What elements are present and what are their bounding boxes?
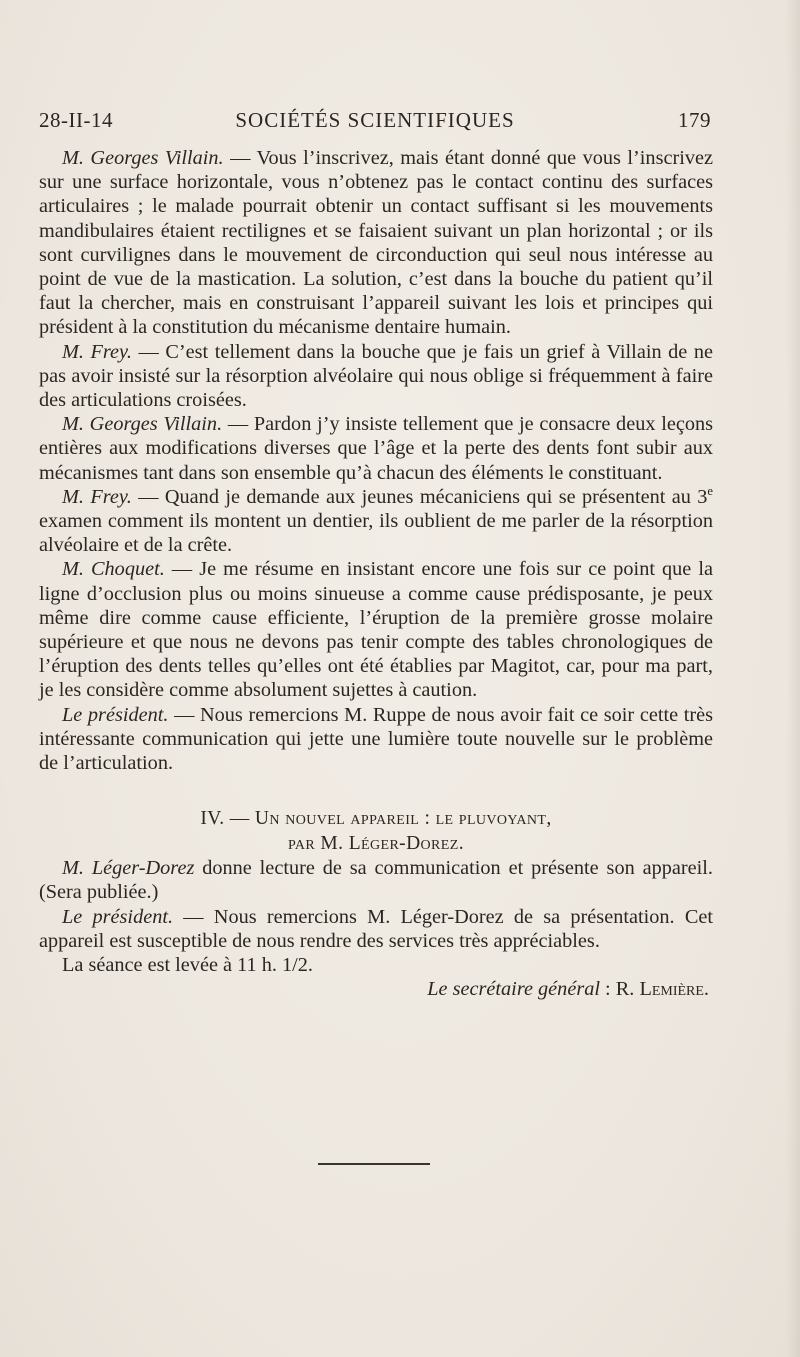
section-heading — [39, 806, 713, 856]
signature-name: Lemière. — [639, 978, 709, 1001]
signature-separator: : R. — [599, 978, 640, 1001]
speaker-name: M. Georges Villain. — [62, 413, 223, 436]
paragraph — [39, 412, 713, 485]
speaker-name: M. Léger-Dorez — [62, 857, 195, 880]
paragraph — [39, 703, 713, 776]
section-numeral: IV. — — [200, 808, 255, 830]
superscript: e — [707, 484, 713, 499]
speaker-name: Le président. — [62, 905, 174, 928]
paragraph — [39, 485, 713, 558]
running-header — [39, 108, 711, 138]
paragraph — [39, 557, 713, 702]
end-rule — [318, 1163, 430, 1165]
header-running-title: SOCIÉTÉS SCIENTIFIQUES — [235, 108, 515, 132]
paragraph — [39, 146, 713, 340]
paragraph-text: donne lecture de sa communication et présente son appareil. (Sera publiée.) — [39, 857, 713, 904]
header-date: 28-II-14 — [39, 108, 113, 132]
body-text — [39, 146, 713, 1002]
speaker-name: M. Choquet. — [62, 558, 165, 581]
section-heading-line-1 — [39, 806, 713, 831]
speaker-name: M. Frey. — [62, 340, 132, 363]
paragraph — [39, 905, 713, 953]
paragraph-text: — Pardon j’y insiste tellement que je consacre deux leçons entières aux modifications diverses que l’âge et la perte des dents font subir aux mécanismes tant dans son ensemble qu’à chacun des éléments le constituant. — [39, 413, 714, 484]
paragraph-text: — Je me résume en insistant encore une fois sur ce point que la ligne d’occlusion plus ou moins sinueuse a comme cause prédisposante, je peux même dire comme cause efficiente, l’éruption de la première grosse molaire supérieure et que nous ne devons pas tenir compte des tables chronologiques de l’éruption des dents telles qu’elles ont été établies par Magitot, car, pour ma part, je les considère comme absolument sujettes à caution. — [39, 558, 713, 702]
page-number: 179 — [678, 108, 711, 132]
paragraph — [39, 856, 713, 904]
signature — [39, 977, 713, 1001]
paragraph-text: — Vous l’inscrivez, mais étant donné que vous l’inscrivez sur une surface horizontale, vous n’obtenez pas le contact continu des surfaces articulaires ; le malade pourrait obtenir un contact suffisant si les mouvements mandibulaires étaient rectilignes et se faisaient suivant un plan horizontal ; or ils sont curvilignes dans le mouvement de circonduction qui seul nous intéresse au point de vue de la mastication. La solution, c’est dans la bouche du patient qu’il faut la chercher, mais en construisant l’appareil suivant les lois et principes qui président à la constitution du mécanisme dentaire humain. — [39, 147, 714, 339]
speaker-name: M. Georges Villain. — [62, 147, 224, 169]
page-edge-shadow — [786, 0, 800, 1357]
speaker-name: M. Frey. — [62, 485, 132, 508]
signature-role: Le secrétaire général — [427, 978, 600, 1001]
paragraph-text: examen comment ils montent un dentier, ils oublient de me parler de la résorption alvéolaire et de la crête. — [39, 510, 713, 557]
paragraph-text: — Quand je demande aux jeunes mécaniciens qui se présentent au 3 — [131, 485, 708, 508]
speaker-name: Le président. — [62, 703, 169, 726]
section-byline: par M. Léger-Dorez. — [288, 833, 464, 855]
paragraph-text: — Nous remercions M. Ruppe de nous avoir fait ce soir cette très intéressante communication qui jette une lumière toute nouvelle sur le problème de l’articulation. — [39, 703, 713, 775]
paragraph — [39, 340, 713, 413]
closing-line: La séance est levée à 11 h. 1/2. — [62, 954, 313, 977]
section-title: Un nouvel appareil : le pluvoyant, — [254, 808, 552, 830]
paragraph-text: — C’est tellement dans la bouche que je fais un grief à Villain de ne pas avoir insisté sur la résorption alvéolaire qui nous oblige si fréquemment à faire des articulations croisées. — [39, 340, 713, 412]
paragraph-text: — Nous remercions M. Léger-Dorez de sa présentation. Cet appareil est susceptible de nous rendre des services très appréciables. — [39, 905, 713, 952]
